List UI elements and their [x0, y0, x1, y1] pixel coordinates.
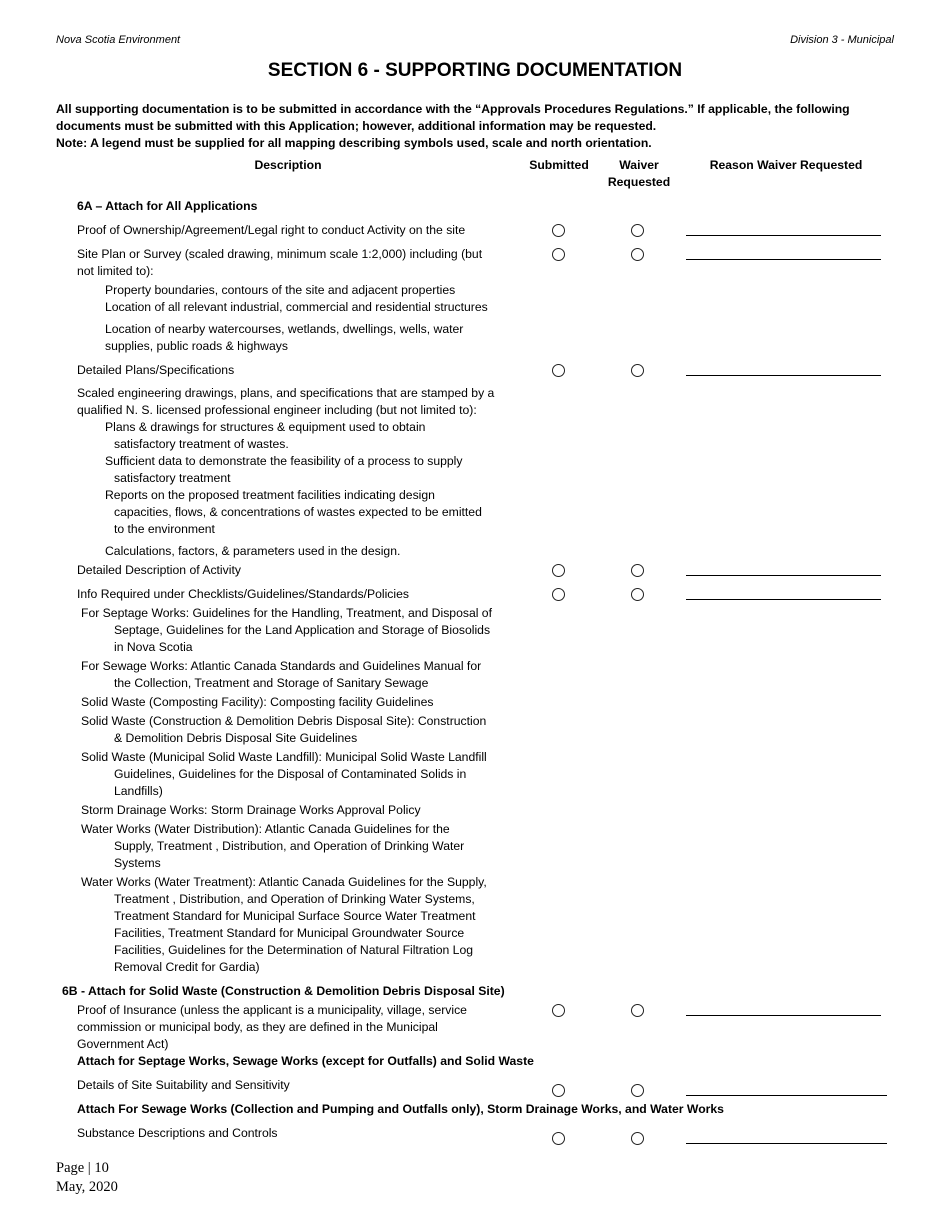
dp-sub-reports-line2: capacities, flows, & concentrations of wastes expected to be emitted: [114, 505, 482, 519]
reason-line-substance[interactable]: [686, 1143, 887, 1144]
guideline-cd-line2: & Demolition Debris Disposal Site Guidelines: [114, 731, 358, 745]
dp-sub-reports-line3: to the environment: [114, 522, 215, 536]
dp-sub-data-line2: satisfactory treatment: [114, 471, 231, 485]
item-site-plan-line1: Site Plan or Survey (scaled drawing, minimum scale 1:2,000) including (but: [77, 247, 483, 261]
guideline-storm-drainage: Storm Drainage Works: Storm Drainage Works Approval Policy: [81, 803, 421, 817]
item-site-suitability: Details of Site Suitability and Sensitivity: [77, 1078, 290, 1092]
header-division: Division 3 - Municipal: [790, 34, 894, 46]
intro-line-1: All supporting documentation is to be submitted in accordance with the “Approvals Procedures Regulations.” If applicable, the following: [56, 102, 850, 116]
guideline-sewage-line1: For Sewage Works: Atlantic Canada Standards and Guidelines Manual for: [81, 659, 482, 673]
septage-sewage-solid-waste-heading: Attach for Septage Works, Sewage Works (except for Outfalls) and Solid Waste: [77, 1054, 534, 1068]
site-plan-sub-structures: Location of all relevant industrial, commercial and residential structures: [105, 300, 488, 314]
reason-line-info-required[interactable]: [686, 599, 881, 600]
item-insurance-line1: Proof of Insurance (unless the applicant is a municipality, village, service: [77, 1003, 467, 1017]
waiver-radio-site-plan[interactable]: [631, 248, 644, 261]
dp-sub-calculations: Calculations, factors, & parameters used in the design.: [105, 544, 401, 558]
guideline-msw-line2: Guidelines, Guidelines for the Disposal of Contaminated Solids in: [114, 767, 467, 781]
guideline-water-distribution-line3: Systems: [114, 856, 161, 870]
item-insurance-line2: commission or municipal body, as they are defined in the Municipal: [77, 1020, 438, 1034]
waiver-radio-site-suitability[interactable]: [631, 1084, 644, 1097]
item-info-required: Info Required under Checklists/Guidelines/Standards/Policies: [77, 587, 409, 601]
guideline-water-treatment-line6: Removal Credit for Gardia): [114, 960, 260, 974]
site-plan-sub-watercourses-line1: Location of nearby watercourses, wetlands, dwellings, wells, water: [105, 322, 464, 336]
item-detailed-plans: Detailed Plans/Specifications: [77, 363, 235, 377]
guideline-msw-line1: Solid Waste (Municipal Solid Waste Landfill): Municipal Solid Waste Landfill: [81, 750, 487, 764]
footer-page-number: Page | 10: [56, 1160, 109, 1176]
intro-text: [56, 101, 896, 152]
guideline-water-treatment-line2: Treatment , Distribution, and Operation of Drinking Water Systems,: [114, 892, 475, 906]
waiver-radio-activity[interactable]: [631, 564, 644, 577]
guideline-septage-line3: in Nova Scotia: [114, 640, 193, 654]
site-plan-sub-boundaries: Property boundaries, contours of the site and adjacent properties: [105, 283, 456, 297]
reason-line-insurance[interactable]: [686, 1015, 881, 1016]
guideline-water-treatment-line4: Facilities, Treatment Standard for Municipal Groundwater Source: [114, 926, 465, 940]
submitted-radio-insurance[interactable]: [552, 1004, 565, 1017]
submitted-radio-activity[interactable]: [552, 564, 565, 577]
scaled-drawings-line1: Scaled engineering drawings, plans, and specifications that are stamped by a: [77, 386, 495, 400]
item-site-plan-line2: not limited to):: [77, 264, 154, 278]
col-header-reason: Reason Waiver Requested: [709, 158, 863, 172]
reason-line-activity[interactable]: [686, 575, 881, 576]
waiver-radio-info-required[interactable]: [631, 588, 644, 601]
col-header-submitted: Submitted: [529, 158, 589, 172]
dp-sub-data-line1: Sufficient data to demonstrate the feasibility of a process to supply: [105, 454, 463, 468]
sewage-storm-water-heading: Attach For Sewage Works (Collection and Pumping and Outfalls only), Storm Drainage Works, and Water Works: [77, 1102, 724, 1116]
submitted-radio-substance[interactable]: [552, 1132, 565, 1145]
guideline-composting: Solid Waste (Composting Facility): Composting facility Guidelines: [81, 695, 434, 709]
section-6b-heading: 6B - Attach for Solid Waste (Construction & Demolition Debris Disposal Site): [62, 984, 505, 998]
footer-date: May, 2020: [56, 1179, 118, 1195]
col-header-waiver: [598, 157, 680, 191]
col-header-waiver-line2: Requested: [607, 175, 671, 189]
submitted-radio-site-plan[interactable]: [552, 248, 565, 261]
scaled-drawings-line2: qualified N. S. licensed professional engineer including (but not limited to):: [77, 403, 477, 417]
intro-line-2: documents must be submitted with this Application; however, additional information may be requested.: [56, 119, 657, 133]
intro-line-3: Note: A legend must be supplied for all mapping describing symbols used, scale and north orientation.: [56, 136, 652, 150]
guideline-water-treatment-line1: Water Works (Water Treatment): Atlantic Canada Guidelines for the Supply,: [81, 875, 487, 889]
reason-line-site-plan[interactable]: [686, 259, 881, 260]
reason-line-proof-ownership[interactable]: [686, 235, 881, 236]
submitted-radio-proof-ownership[interactable]: [552, 224, 565, 237]
waiver-radio-detailed-plans[interactable]: [631, 364, 644, 377]
reason-line-detailed-plans[interactable]: [686, 375, 881, 376]
waiver-radio-insurance[interactable]: [631, 1004, 644, 1017]
guideline-water-treatment-line3: Treatment Standard for Municipal Surface Source Water Treatment: [114, 909, 476, 923]
guideline-septage-line1: For Septage Works: Guidelines for the Handling, Treatment, and Disposal of: [81, 606, 492, 620]
guideline-septage-line2: Septage, Guidelines for the Land Application and Storage of Biosolids: [114, 623, 491, 637]
dp-sub-reports-line1: Reports on the proposed treatment facilities indicating design: [105, 488, 435, 502]
submitted-radio-detailed-plans[interactable]: [552, 364, 565, 377]
guideline-water-distribution-line1: Water Works (Water Distribution): Atlantic Canada Guidelines for the: [81, 822, 450, 836]
guideline-water-treatment-line5: Facilities, Guidelines for the Determination of Natural Filtration Log: [114, 943, 474, 957]
submitted-radio-site-suitability[interactable]: [552, 1084, 565, 1097]
submitted-radio-info-required[interactable]: [552, 588, 565, 601]
item-substance-descriptions: Substance Descriptions and Controls: [77, 1126, 278, 1140]
guideline-sewage-line2: the Collection, Treatment and Storage of Sanitary Sewage: [114, 676, 429, 690]
header-agency: Nova Scotia Environment: [56, 34, 181, 46]
item-activity-description: Detailed Description of Activity: [77, 563, 241, 577]
dp-sub-plans-line1: Plans & drawings for structures & equipment used to obtain: [105, 420, 426, 434]
col-header-waiver-line1: Waiver: [619, 158, 659, 172]
page-title: SECTION 6 - SUPPORTING DOCUMENTATION: [267, 60, 683, 81]
guideline-msw-line3: Landfills): [114, 784, 163, 798]
guideline-water-distribution-line2: Supply, Treatment , Distribution, and Operation of Drinking Water: [114, 839, 465, 853]
dp-sub-plans-line2: satisfactory treatment of wastes.: [114, 437, 289, 451]
waiver-radio-substance[interactable]: [631, 1132, 644, 1145]
site-plan-sub-watercourses-line2: supplies, public roads & highways: [105, 339, 288, 353]
col-header-description: Description: [254, 158, 322, 172]
item-insurance-line3: Government Act): [77, 1037, 169, 1051]
section-6a-heading: 6A – Attach for All Applications: [77, 199, 258, 213]
reason-line-site-suitability[interactable]: [686, 1095, 887, 1096]
waiver-radio-proof-ownership[interactable]: [631, 224, 644, 237]
item-proof-ownership: Proof of Ownership/Agreement/Legal right to conduct Activity on the site: [77, 223, 466, 237]
guideline-cd-line1: Solid Waste (Construction & Demolition Debris Disposal Site): Construction: [81, 714, 487, 728]
